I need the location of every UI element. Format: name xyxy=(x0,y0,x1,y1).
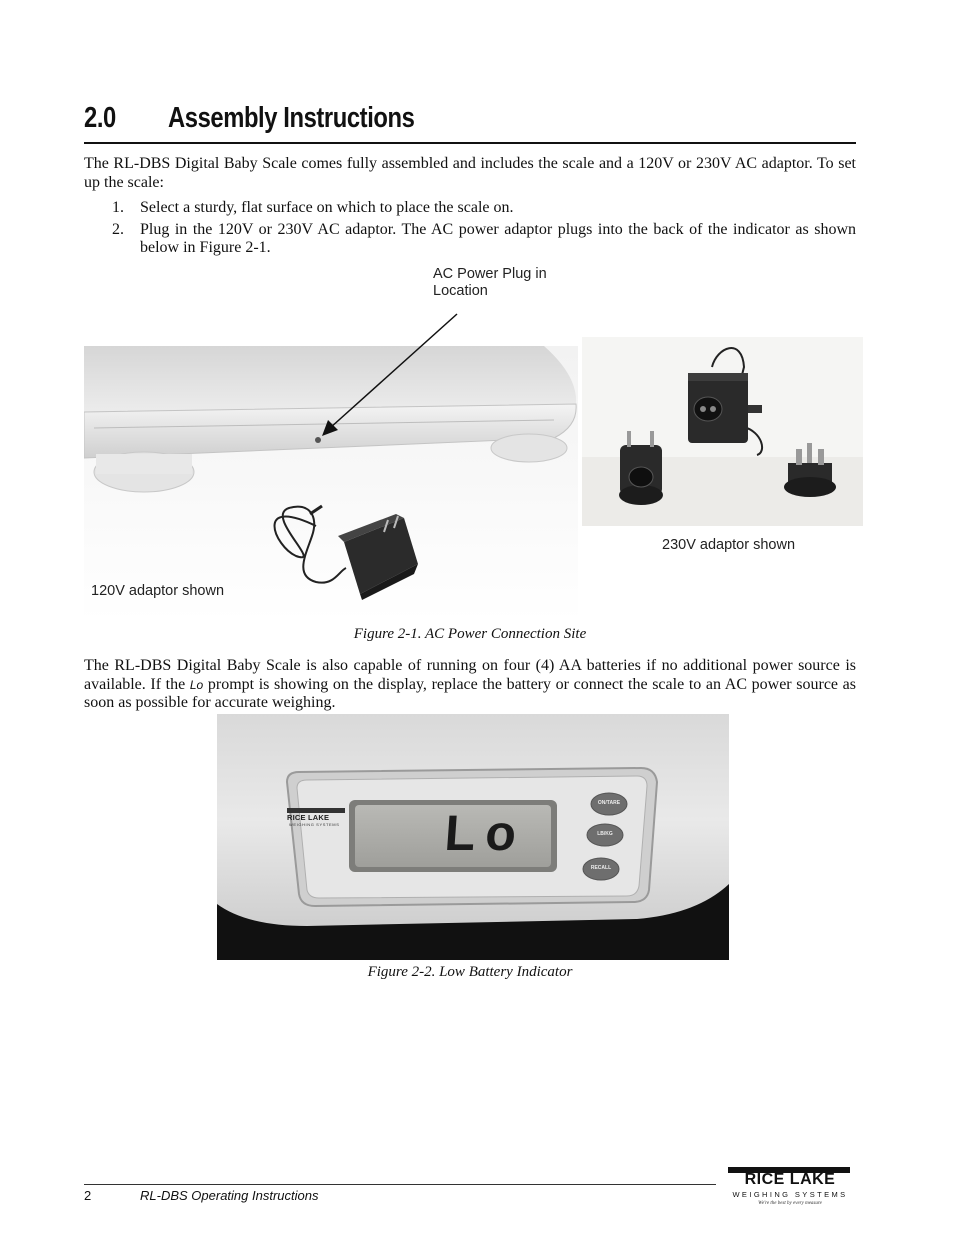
list-item-number: 1. xyxy=(112,199,124,216)
figure-caption: Figure 2-2. Low Battery Indicator xyxy=(367,964,573,980)
logo-sub-text: WEIGHING SYSTEMS xyxy=(732,1190,848,1199)
section-number: 2.0 xyxy=(84,102,116,134)
list-item xyxy=(112,221,856,257)
lbkg-button: LB/KG xyxy=(597,831,613,837)
page-number: 2 xyxy=(84,1188,92,1203)
adaptor-photo-230v xyxy=(582,337,863,526)
recall-button: RECALL xyxy=(590,865,612,871)
footer-rule xyxy=(84,1184,716,1185)
callout-arrow xyxy=(300,310,470,450)
callout-label: AC Power Plug in Location xyxy=(433,266,547,299)
battery-text-after: prompt is showing on the display, replace the battery or connect the scale to an AC power source as soon as possible for accurate weighing. xyxy=(84,675,856,711)
list-item-number: 2. xyxy=(112,221,124,238)
lo-prompt-text: Lo xyxy=(189,677,204,692)
list-item xyxy=(112,199,856,217)
figure-caption: Figure 2-1. AC Power Connection Site xyxy=(353,626,587,642)
footer-doc-title: RL-DBS Operating Instructions xyxy=(140,1188,319,1203)
battery-text-before: The RL-DBS Digital Baby Scale is also capable of running on four (4) AA batteries if no additional power source is available. If the xyxy=(84,657,856,693)
indicator-brand-sub: WEIGHING SYSTEMS xyxy=(289,822,340,827)
rice-lake-logo xyxy=(722,1165,854,1210)
lcd-display-text: Lo xyxy=(443,805,529,861)
section-title: Assembly Instructions xyxy=(168,102,415,134)
section-heading xyxy=(84,98,856,144)
indicator-brand: RICE LAKE xyxy=(287,813,330,822)
list-item-text: Plug in the 120V or 230V AC adaptor. The AC power adaptor plugs into the back of the indicator as shown below in Figure 2-1. xyxy=(140,221,856,256)
logo-tagline: We're the best by every measure xyxy=(758,1201,822,1206)
battery-paragraph xyxy=(84,657,856,713)
ontare-button: ON/TARE xyxy=(597,800,621,806)
label-230v: 230V adaptor shown xyxy=(662,537,796,553)
list-item-text: Select a sturdy, flat surface on which to place the scale on. xyxy=(140,199,514,216)
callout-arrow-line xyxy=(330,314,457,428)
intro-paragraph: The RL-DBS Digital Baby Scale comes fully assembled and includes the scale and a 120V or 230V AC adaptor. To set up the scale: xyxy=(84,155,856,191)
logo-main-text: RICE LAKE xyxy=(744,1171,836,1188)
label-120v: 120V adaptor shown xyxy=(91,583,225,599)
adaptor-photo-illustration xyxy=(582,337,863,526)
indicator-photo xyxy=(217,714,729,960)
